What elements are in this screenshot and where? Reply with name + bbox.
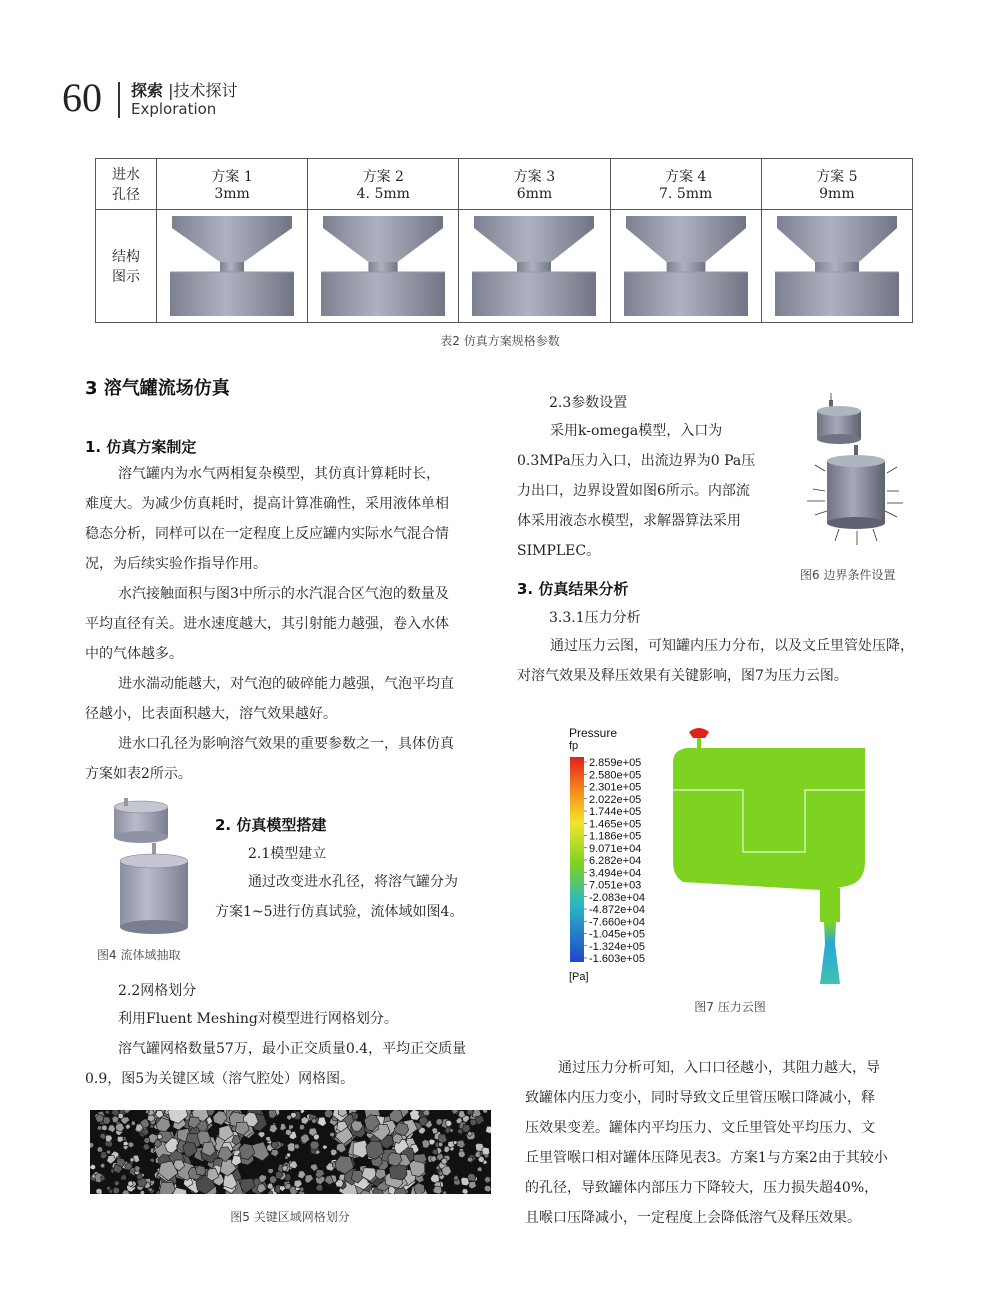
legend-level-label: 9.071e+04 [589,842,642,855]
mesh-cell [444,1146,450,1153]
mesh-cell [108,1125,116,1133]
mesh-cell [268,1191,273,1194]
nozzle-top [474,216,594,228]
boundary-arrow [873,529,877,541]
nozzle-neck [815,262,859,272]
nozzle-diagram-5 [767,212,907,316]
legend-level-label: -7.660e+04 [589,916,645,929]
boundary-arrow [815,511,827,515]
mesh-cell [125,1124,130,1129]
table2-caption: 表2 仿真方案规格参数 [440,334,560,348]
mesh-cell [109,1189,113,1193]
mesh-cell [295,1144,300,1149]
color-scale-bar [570,757,584,962]
mesh-cell [114,1181,120,1186]
lower-tank-body [827,461,885,523]
mesh-cell [100,1133,106,1139]
mesh-cell [470,1119,477,1126]
nozzle-chamber [472,272,596,316]
nozzle-top [323,216,443,228]
lower-tank-top [120,854,188,868]
case-2-cell: 方案 2 4. 5mm [308,159,459,210]
legend-level-label: 1.744e+05 [589,806,642,818]
mesh-cell [106,1150,111,1154]
pressure-contour-figure [565,722,875,987]
row-header-structure: 结构 图示 [96,210,157,323]
nozzle-top [777,216,897,228]
lower-tank-bottom [827,517,885,529]
mesh-cell [196,1166,206,1176]
boundary-condition-figure [805,393,905,551]
legend-level-label: 6.282e+04 [589,855,642,867]
final-paragraph: 通过压力分析可知，入口口径越小，其阻力越大，导 致罐体内压力变小，同时导致文丘里管压喉口降减小，释 压效果变差。罐体内平均压力、文丘里管处平均压力、文 丘里管喉口相对罐体压降见表3。方案1与方案2由于其较小 的孔径，导致罐体内部压力下降较大，压力损失超40%， 且喉口压降减小，一定程度上会降低溶气及释压效果。 [525,1060,888,1226]
mesh-cell [450,1147,454,1152]
venturi-upper [820,888,840,922]
upper-tank-bottom [114,831,168,843]
mesh-cell [449,1128,453,1132]
nozzle-chamber [624,272,748,316]
s3-result-title: 3. 仿真结果分析 [517,580,629,598]
legend-unit: [Pa] [569,971,589,983]
legend-level-label: 7.051e+03 [589,879,642,892]
mesh-cell [150,1158,155,1163]
mesh-cell [484,1185,491,1192]
mesh-cell [423,1110,430,1116]
legend-level-label: -2.083e+04 [589,891,645,904]
section3-title: 3 溶气罐流场仿真 [85,378,230,399]
s22-subtitle: 2.2网格划分 [118,983,197,999]
boundary-arrow [835,529,839,541]
legend-level-label: 2.022e+05 [589,793,642,806]
legend-level-label: 2.580e+05 [589,769,642,782]
mesh-cell [323,1145,328,1150]
mesh-cell [468,1173,476,1181]
s22-paragraph-2: 溶气罐网格数量57万，最小正交质量0.4，平均正交质量 0.9，图5为关键区域（溶气腔处）网格图。 [85,1041,467,1087]
s331-paragraph: 通过压力云图，可知罐内压力分布，以及文丘里管处压降， 对溶气效果及释压效果有关键影响，图7为压力云图。 [517,638,914,684]
mesh-cell [123,1145,128,1150]
mesh-cell [103,1117,111,1125]
fig5-caption: 图5 关键区域网格划分 [230,1210,350,1224]
legend-level-label: -1.603e+05 [589,953,645,965]
legend-level-label: 1.186e+05 [589,830,642,843]
boundary-arrow [887,467,897,473]
mesh-cell [100,1163,105,1168]
mesh-cell [287,1153,291,1157]
s1-paragraph-4: 进水口孔径为影响溶气效果的重要参数之一，具体仿真 方案如表2所示。 [85,736,454,782]
s1-paragraph-2: 水汽接触面积与图3中所示的水汽混合区气泡的数量及 平均直径有关。进水速度越大，其引射能力越强，卷入水体 中的气体越多。 [85,586,449,662]
fig6-caption: 图6 边界条件设置 [800,568,896,582]
legend-subtitle: fp [569,740,579,752]
mesh-cell [324,1110,333,1118]
mesh-cell [100,1176,105,1181]
nozzle-diagram-2 [313,212,453,316]
boundary-arrow [813,489,825,491]
legend-title: Pressure [569,726,618,740]
mesh-cell [432,1128,438,1134]
mesh-canvas [90,1110,491,1194]
case-3-cell: 方案 3 6mm [459,159,610,210]
mesh-cell [313,1134,319,1140]
inlet-pipe [124,798,128,806]
section-label: 探索 [131,81,164,100]
header-section-en: Exploration [131,100,217,118]
case-4-cell: 方案 4 7. 5mm [610,159,761,210]
mesh-cell [105,1110,109,1114]
nozzle-diagram-4 [616,212,756,316]
mesh-cell [298,1191,305,1194]
legend-level-label: 3.494e+04 [589,867,642,880]
mesh-cell [330,1149,337,1156]
column-label: |技术探讨 [168,81,238,100]
mesh-cell [96,1188,102,1194]
header-section [131,78,238,101]
nozzle-neck [369,262,398,272]
nozzle-diagram-3 [464,212,604,316]
case-1-cell: 方案 1 3mm [157,159,308,210]
mesh-cell [298,1171,306,1179]
mesh-cell [477,1167,482,1172]
upper-tank-bottom [817,434,861,444]
mesh-cell [457,1129,463,1135]
mesh-figure [90,1110,491,1194]
mesh-cell [268,1169,274,1175]
mesh-cell [453,1175,459,1180]
nozzle-cone [323,228,443,262]
nozzle-neck [517,262,551,272]
mesh-cell [117,1136,123,1142]
row-header-size: 进水 孔径 [96,159,157,210]
mesh-cell [135,1166,141,1172]
nozzle-neck [220,262,244,272]
mesh-cell [258,1132,265,1138]
mesh-cell [259,1175,267,1183]
mesh-cell [143,1144,150,1151]
mesh-cell [305,1175,314,1184]
legend-level-label: 1.465e+05 [589,818,642,831]
mesh-cell [485,1126,491,1134]
inlet-high-pressure [689,728,709,738]
lower-tank-body [120,861,188,927]
mesh-cell [482,1147,490,1155]
mesh-cell [267,1183,273,1189]
legend-level-label: -4.872e+04 [589,904,645,916]
spec-table [95,158,913,323]
legend-level-label: -1.324e+05 [589,940,645,953]
mesh-cell [294,1180,302,1188]
mesh-cell [469,1181,477,1189]
lower-tank-top [827,455,885,467]
fluid-domain-figure [100,795,200,937]
nozzle-cone [626,228,746,262]
fig4-caption: 图4 流体域抽取 [97,948,181,962]
nozzle-top [626,216,746,228]
legend-level-label: 2.859e+05 [589,757,642,769]
upper-tank-top [817,406,861,416]
mesh-cell [268,1110,277,1118]
mesh-cell [120,1174,126,1180]
mesh-cell [131,1121,136,1126]
s23-paragraph: 采用k-omega模型，入口为 0.3MPa压力入口，出流边界为0 Pa压 力出口，边界设置如图6所示。内部流 体采用液态水模型，求解器算法采用 SIMPLEC。 [517,423,756,559]
nozzle-cone [172,228,292,262]
mesh-cell [144,1138,150,1144]
mesh-cell [316,1184,323,1191]
inlet-pipe [697,736,701,750]
s1-paragraph-1: 溶气罐内为水气两相复杂模型，其仿真计算耗时长， 难度大。为减少仿真耗时，提高计算准确性，采用液体单相 稳态分析，同样可以在一定程度上反应罐内实际水气混合情 况，为后续实验作指导作用。 [85,466,449,572]
mesh-cell [113,1187,120,1194]
legend-levels [584,757,645,965]
nozzle-diagram-1 [162,212,302,316]
mesh-cell [483,1110,488,1113]
legend-level-label: -1.045e+05 [589,928,645,941]
mesh-cell [102,1125,108,1131]
lower-tank-bottom [120,920,188,934]
mesh-cell [429,1139,436,1145]
nozzle-cone [474,228,594,262]
mesh-cell [433,1186,442,1194]
case-5-cell: 方案 5 9mm [761,159,912,210]
mesh-cell [286,1115,292,1121]
s331-subtitle: 3.3.1压力分析 [549,610,641,626]
mesh-cell [458,1151,465,1158]
mesh-cell [97,1147,103,1153]
s22-paragraph-1: 利用Fluent Meshing对模型进行网格划分。 [118,1011,398,1027]
nozzle-top [172,216,292,228]
fig7-caption: 图7 压力云图 [694,1000,766,1014]
header-divider [118,82,120,118]
mesh-cell [457,1140,466,1148]
mesh-cell [410,1110,421,1120]
mesh-cell [389,1163,407,1180]
mesh-cell [299,1124,305,1130]
mesh-cell [439,1134,448,1144]
mesh-cell [484,1177,491,1184]
mesh-cell [300,1134,309,1144]
mesh-cell [318,1117,327,1126]
s21-subtitle: 2.1模型建立 [248,846,327,862]
mesh-cell [462,1189,469,1194]
mesh-cell [128,1142,134,1148]
s21-paragraph: 通过改变进水孔径，将溶气罐分为 方案1~5进行仿真试验，流体域如图4。 [215,874,464,920]
mesh-cell [312,1119,317,1124]
mesh-cell [446,1120,452,1127]
nozzle-chamber [775,272,899,316]
mesh-cell [90,1164,96,1170]
mesh-cell [140,1190,145,1194]
mesh-cell [414,1183,425,1194]
mesh-cell [266,1136,271,1141]
mesh-cell [90,1143,94,1149]
nozzle-chamber [170,272,294,316]
nozzle-cone [777,228,897,262]
mesh-cell [280,1124,287,1131]
mesh-cell [271,1149,279,1156]
legend-level-label: 2.301e+05 [589,781,642,794]
s23-subtitle: 2.3参数设置 [549,395,628,411]
nozzle-chamber [321,272,445,316]
s1-title: 1. 仿真方案制定 [85,438,197,456]
mesh-cell [159,1182,176,1194]
mesh-cell [300,1110,304,1114]
venturi-throat [820,922,840,984]
s2-title: 2. 仿真模型搭建 [215,816,327,834]
mesh-cell [269,1125,277,1133]
nozzle-neck [666,262,705,272]
boundary-arrow [815,465,825,471]
mesh-cell [442,1191,446,1194]
upper-tank-top [114,801,168,813]
s1-paragraph-3: 进水湍动能越大，对气泡的破碎能力越强，气泡平均直 径越小，比表面积越大，溶气效果越好。 [85,676,454,722]
boundary-arrow [885,511,897,517]
mesh-cell [301,1117,308,1125]
mesh-cell [409,1161,425,1177]
page-number: 60 [62,75,102,120]
